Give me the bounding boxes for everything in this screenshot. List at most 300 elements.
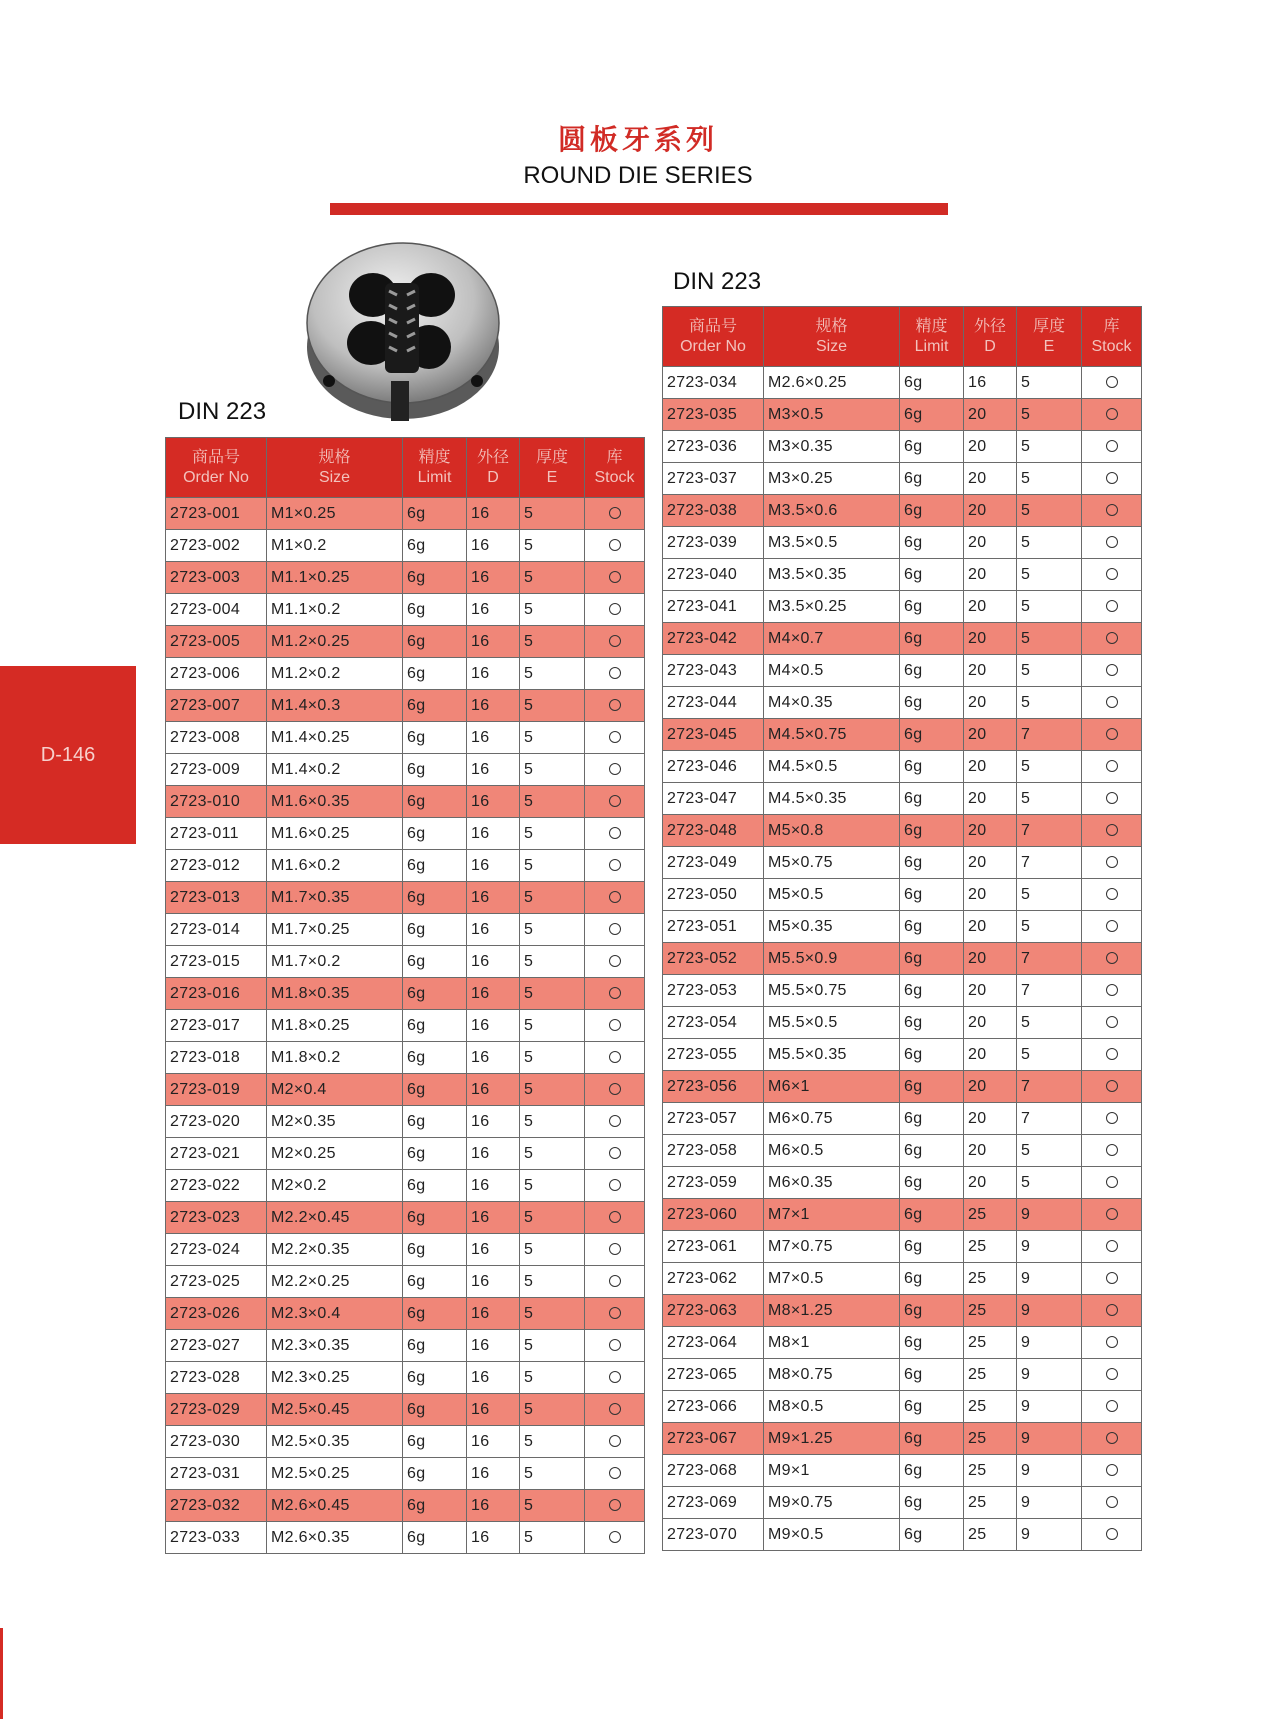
cell-limit: 6g xyxy=(900,1039,964,1071)
cell-outer-diameter: 16 xyxy=(467,1074,520,1106)
stock-circle-icon xyxy=(1106,664,1118,676)
cell-thickness: 5 xyxy=(1017,367,1082,399)
cell-thickness: 5 xyxy=(520,1458,585,1490)
cell-order-no: 2723-063 xyxy=(663,1295,764,1327)
cell-size: M2.3×0.35 xyxy=(267,1330,403,1362)
page-title-english: ROUND DIE SERIES xyxy=(523,162,753,189)
cell-limit: 6g xyxy=(900,975,964,1007)
cell-thickness: 5 xyxy=(520,722,585,754)
table-row xyxy=(663,943,1142,975)
stock-circle-icon xyxy=(1106,888,1118,900)
table-row xyxy=(166,1202,645,1234)
cell-thickness: 7 xyxy=(1017,1071,1082,1103)
stock-circle-icon xyxy=(1106,1528,1118,1540)
stock-circle-icon xyxy=(609,1435,621,1447)
cell-order-no: 2723-028 xyxy=(166,1362,267,1394)
cell-size: M6×0.5 xyxy=(764,1135,900,1167)
cell-size: M4×0.7 xyxy=(764,623,900,655)
cell-limit: 6g xyxy=(900,911,964,943)
cell-order-no: 2723-016 xyxy=(166,978,267,1010)
cell-order-no: 2723-062 xyxy=(663,1263,764,1295)
cell-limit: 6g xyxy=(403,818,467,850)
cell-thickness: 5 xyxy=(520,1170,585,1202)
cell-size: M6×0.35 xyxy=(764,1167,900,1199)
cell-order-no: 2723-065 xyxy=(663,1359,764,1391)
cell-limit: 6g xyxy=(900,623,964,655)
left-spec-table xyxy=(165,437,645,1554)
table-row xyxy=(663,1103,1142,1135)
cell-outer-diameter: 20 xyxy=(964,943,1017,975)
cell-stock xyxy=(585,690,645,722)
column-header-outer-diameter xyxy=(964,307,1017,367)
cell-stock xyxy=(585,1394,645,1426)
cell-thickness: 5 xyxy=(1017,1167,1082,1199)
stock-circle-icon xyxy=(609,1339,621,1351)
stock-circle-icon xyxy=(1106,1176,1118,1188)
cell-thickness: 9 xyxy=(1017,1327,1082,1359)
right-table-header xyxy=(663,307,1142,367)
column-header-stock xyxy=(585,438,645,498)
stock-circle-icon xyxy=(609,1307,621,1319)
cell-size: M4×0.5 xyxy=(764,655,900,687)
cell-outer-diameter: 16 xyxy=(467,754,520,786)
cell-thickness: 5 xyxy=(520,562,585,594)
cell-thickness: 5 xyxy=(1017,655,1082,687)
cell-limit: 6g xyxy=(403,722,467,754)
cell-order-no: 2723-041 xyxy=(663,591,764,623)
cell-size: M8×0.75 xyxy=(764,1359,900,1391)
cell-size: M2.5×0.45 xyxy=(267,1394,403,1426)
cell-order-no: 2723-036 xyxy=(663,431,764,463)
cell-stock xyxy=(585,1330,645,1362)
cell-thickness: 5 xyxy=(1017,399,1082,431)
cell-stock xyxy=(1082,431,1142,463)
cell-outer-diameter: 16 xyxy=(467,1522,520,1554)
table-row xyxy=(166,1042,645,1074)
cell-limit: 6g xyxy=(900,1103,964,1135)
cell-outer-diameter: 16 xyxy=(467,914,520,946)
stock-circle-icon xyxy=(1106,1400,1118,1412)
cell-order-no: 2723-011 xyxy=(166,818,267,850)
cell-order-no: 2723-017 xyxy=(166,1010,267,1042)
cell-stock xyxy=(1082,1231,1142,1263)
cell-order-no: 2723-015 xyxy=(166,946,267,978)
cell-order-no: 2723-044 xyxy=(663,687,764,719)
cell-stock xyxy=(585,1522,645,1554)
cell-stock xyxy=(1082,1167,1142,1199)
table-row xyxy=(663,911,1142,943)
table-row xyxy=(663,1231,1142,1263)
header-label-cn: 厚度 xyxy=(1032,317,1065,335)
cell-size: M2.5×0.35 xyxy=(267,1426,403,1458)
cell-thickness: 5 xyxy=(1017,623,1082,655)
cell-thickness: 5 xyxy=(1017,1007,1082,1039)
cell-stock xyxy=(585,1074,645,1106)
cell-order-no: 2723-005 xyxy=(166,626,267,658)
cell-stock xyxy=(1082,367,1142,399)
header-label-en: D xyxy=(487,468,499,486)
table-row xyxy=(166,722,645,754)
cell-order-no: 2723-051 xyxy=(663,911,764,943)
cell-size: M1.7×0.35 xyxy=(267,882,403,914)
cell-stock xyxy=(1082,1327,1142,1359)
table-row xyxy=(166,818,645,850)
cell-outer-diameter: 16 xyxy=(467,1426,520,1458)
cell-order-no: 2723-008 xyxy=(166,722,267,754)
cell-limit: 6g xyxy=(403,1202,467,1234)
cell-order-no: 2723-056 xyxy=(663,1071,764,1103)
cell-thickness: 5 xyxy=(520,978,585,1010)
cell-size: M1.7×0.2 xyxy=(267,946,403,978)
stock-circle-icon xyxy=(1106,600,1118,612)
page-number-label: D-146 xyxy=(40,743,96,766)
table-row xyxy=(166,1266,645,1298)
cell-outer-diameter: 16 xyxy=(467,1138,520,1170)
cell-thickness: 5 xyxy=(1017,1135,1082,1167)
cell-size: M1.8×0.2 xyxy=(267,1042,403,1074)
header-label-en: Stock xyxy=(1091,337,1132,355)
cell-thickness: 5 xyxy=(1017,591,1082,623)
cell-limit: 6g xyxy=(403,594,467,626)
cell-order-no: 2723-002 xyxy=(166,530,267,562)
cell-size: M4.5×0.5 xyxy=(764,751,900,783)
cell-limit: 6g xyxy=(900,1487,964,1519)
stock-circle-icon xyxy=(1106,984,1118,996)
header-label-en: E xyxy=(546,468,558,486)
cell-limit: 6g xyxy=(403,530,467,562)
cell-order-no: 2723-042 xyxy=(663,623,764,655)
cell-size: M6×0.75 xyxy=(764,1103,900,1135)
cell-outer-diameter: 16 xyxy=(467,786,520,818)
cell-size: M7×0.75 xyxy=(764,1231,900,1263)
cell-stock xyxy=(1082,911,1142,943)
cell-size: M5×0.75 xyxy=(764,847,900,879)
header-label-en: Limit xyxy=(914,337,949,355)
cell-order-no: 2723-047 xyxy=(663,783,764,815)
cell-order-no: 2723-048 xyxy=(663,815,764,847)
cell-stock xyxy=(1082,591,1142,623)
cell-order-no: 2723-018 xyxy=(166,1042,267,1074)
stock-circle-icon xyxy=(1106,1016,1118,1028)
cell-limit: 6g xyxy=(403,1522,467,1554)
cell-size: M2.5×0.25 xyxy=(267,1458,403,1490)
table-row xyxy=(663,623,1142,655)
cell-outer-diameter: 20 xyxy=(964,751,1017,783)
cell-order-no: 2723-035 xyxy=(663,399,764,431)
cell-size: M5.5×0.5 xyxy=(764,1007,900,1039)
table-row xyxy=(663,1039,1142,1071)
cell-stock xyxy=(585,882,645,914)
cell-order-no: 2723-068 xyxy=(663,1455,764,1487)
cell-limit: 6g xyxy=(900,1135,964,1167)
cell-limit: 6g xyxy=(403,626,467,658)
cell-outer-diameter: 16 xyxy=(467,1298,520,1330)
cell-stock xyxy=(585,1458,645,1490)
cell-size: M3×0.5 xyxy=(764,399,900,431)
table-row xyxy=(166,882,645,914)
cell-thickness: 5 xyxy=(520,498,585,530)
table-row xyxy=(663,1295,1142,1327)
cell-stock xyxy=(1082,655,1142,687)
cell-thickness: 5 xyxy=(520,914,585,946)
header-label-en: Limit xyxy=(417,468,452,486)
column-header-order-no xyxy=(166,438,267,498)
cell-outer-diameter: 16 xyxy=(467,978,520,1010)
cell-outer-diameter: 20 xyxy=(964,719,1017,751)
stock-circle-icon xyxy=(1106,952,1118,964)
right-spec-table xyxy=(662,306,1142,1551)
cell-thickness: 5 xyxy=(1017,495,1082,527)
table-row xyxy=(663,559,1142,591)
cell-stock xyxy=(585,754,645,786)
cell-outer-diameter: 16 xyxy=(467,1490,520,1522)
cell-stock xyxy=(1082,719,1142,751)
cell-limit: 6g xyxy=(403,1362,467,1394)
cell-limit: 6g xyxy=(900,847,964,879)
cell-stock xyxy=(1082,847,1142,879)
cell-size: M2.6×0.35 xyxy=(267,1522,403,1554)
left-table-header xyxy=(166,438,645,498)
cell-limit: 6g xyxy=(900,1071,964,1103)
cell-limit: 6g xyxy=(900,687,964,719)
cell-size: M5×0.5 xyxy=(764,879,900,911)
stock-circle-icon xyxy=(609,955,621,967)
table-row xyxy=(663,975,1142,1007)
cell-size: M4.5×0.75 xyxy=(764,719,900,751)
cell-order-no: 2723-019 xyxy=(166,1074,267,1106)
cell-outer-diameter: 25 xyxy=(964,1231,1017,1263)
table-row xyxy=(663,1423,1142,1455)
table-row xyxy=(166,754,645,786)
cell-stock xyxy=(1082,751,1142,783)
table-row xyxy=(166,530,645,562)
cell-limit: 6g xyxy=(403,882,467,914)
cell-outer-diameter: 20 xyxy=(964,879,1017,911)
cell-limit: 6g xyxy=(403,786,467,818)
cell-size: M5×0.8 xyxy=(764,815,900,847)
table-row xyxy=(663,495,1142,527)
cell-order-no: 2723-006 xyxy=(166,658,267,690)
cell-stock xyxy=(585,786,645,818)
table-row xyxy=(166,1394,645,1426)
stock-circle-icon xyxy=(1106,568,1118,580)
left-table-label: DIN 223 xyxy=(178,398,267,425)
cell-outer-diameter: 16 xyxy=(467,626,520,658)
cell-thickness: 5 xyxy=(520,626,585,658)
cell-stock xyxy=(1082,1455,1142,1487)
header-label-cn: 商品号 xyxy=(191,448,240,466)
cell-thickness: 9 xyxy=(1017,1359,1082,1391)
cell-stock xyxy=(1082,1487,1142,1519)
cell-stock xyxy=(585,594,645,626)
stock-circle-icon xyxy=(609,1019,621,1031)
cell-size: M1×0.25 xyxy=(267,498,403,530)
stock-circle-icon xyxy=(609,539,621,551)
stock-circle-icon xyxy=(1106,696,1118,708)
table-row xyxy=(166,850,645,882)
column-header-order-no xyxy=(663,307,764,367)
cell-stock xyxy=(585,498,645,530)
cell-stock xyxy=(1082,1071,1142,1103)
header-label-cn: 精度 xyxy=(915,317,948,335)
column-header-size xyxy=(764,307,900,367)
cell-order-no: 2723-034 xyxy=(663,367,764,399)
cell-size: M9×0.5 xyxy=(764,1519,900,1551)
cell-outer-diameter: 16 xyxy=(467,1234,520,1266)
stock-circle-icon xyxy=(609,1147,621,1159)
cell-order-no: 2723-013 xyxy=(166,882,267,914)
cell-size: M2.3×0.25 xyxy=(267,1362,403,1394)
cell-limit: 6g xyxy=(403,1394,467,1426)
cell-order-no: 2723-021 xyxy=(166,1138,267,1170)
cell-limit: 6g xyxy=(900,463,964,495)
cell-thickness: 9 xyxy=(1017,1487,1082,1519)
stock-circle-icon xyxy=(1106,1368,1118,1380)
cell-limit: 6g xyxy=(403,658,467,690)
cell-outer-diameter: 16 xyxy=(964,367,1017,399)
cell-limit: 6g xyxy=(403,1106,467,1138)
cell-stock xyxy=(1082,1135,1142,1167)
cell-outer-diameter: 16 xyxy=(467,1330,520,1362)
cell-thickness: 5 xyxy=(520,658,585,690)
cell-outer-diameter: 20 xyxy=(964,623,1017,655)
cell-limit: 6g xyxy=(900,719,964,751)
cell-outer-diameter: 25 xyxy=(964,1295,1017,1327)
cell-outer-diameter: 25 xyxy=(964,1359,1017,1391)
cell-size: M5.5×0.35 xyxy=(764,1039,900,1071)
header-label-cn: 外径 xyxy=(973,317,1006,335)
cell-stock xyxy=(1082,559,1142,591)
cell-size: M1.1×0.2 xyxy=(267,594,403,626)
cell-thickness: 5 xyxy=(1017,527,1082,559)
cell-order-no: 2723-052 xyxy=(663,943,764,975)
cell-order-no: 2723-020 xyxy=(166,1106,267,1138)
stock-circle-icon xyxy=(609,1467,621,1479)
cell-stock xyxy=(585,1106,645,1138)
cell-thickness: 5 xyxy=(520,754,585,786)
table-row xyxy=(166,1330,645,1362)
stock-circle-icon xyxy=(609,1499,621,1511)
cell-outer-diameter: 16 xyxy=(467,818,520,850)
cell-size: M9×1.25 xyxy=(764,1423,900,1455)
cell-order-no: 2723-070 xyxy=(663,1519,764,1551)
stock-circle-icon xyxy=(609,923,621,935)
cell-order-no: 2723-009 xyxy=(166,754,267,786)
stock-circle-icon xyxy=(609,1531,621,1543)
stock-circle-icon xyxy=(1106,1080,1118,1092)
stock-circle-icon xyxy=(609,603,621,615)
stock-circle-icon xyxy=(609,1179,621,1191)
cell-outer-diameter: 20 xyxy=(964,975,1017,1007)
header-label-cn: 规格 xyxy=(815,317,848,335)
cell-stock xyxy=(1082,943,1142,975)
table-row xyxy=(166,562,645,594)
cell-outer-diameter: 25 xyxy=(964,1199,1017,1231)
stock-circle-icon xyxy=(1106,760,1118,772)
header-label-cn: 商品号 xyxy=(688,317,737,335)
cell-outer-diameter: 16 xyxy=(467,850,520,882)
cell-thickness: 5 xyxy=(520,1138,585,1170)
stock-circle-icon xyxy=(609,891,621,903)
cell-order-no: 2723-057 xyxy=(663,1103,764,1135)
table-row xyxy=(663,1167,1142,1199)
cell-order-no: 2723-027 xyxy=(166,1330,267,1362)
cell-outer-diameter: 16 xyxy=(467,1458,520,1490)
cell-size: M2.2×0.35 xyxy=(267,1234,403,1266)
cell-order-no: 2723-069 xyxy=(663,1487,764,1519)
table-row xyxy=(663,1007,1142,1039)
page-title-chinese: 圆板牙系列 xyxy=(557,123,718,156)
cell-limit: 6g xyxy=(900,943,964,975)
cell-size: M1.8×0.35 xyxy=(267,978,403,1010)
cell-thickness: 7 xyxy=(1017,975,1082,1007)
cell-limit: 6g xyxy=(403,1138,467,1170)
header-label-cn: 库 xyxy=(1103,317,1120,335)
cell-size: M1.8×0.25 xyxy=(267,1010,403,1042)
cell-stock xyxy=(1082,495,1142,527)
cell-outer-diameter: 20 xyxy=(964,655,1017,687)
cell-order-no: 2723-023 xyxy=(166,1202,267,1234)
cell-outer-diameter: 16 xyxy=(467,562,520,594)
cell-thickness: 5 xyxy=(520,946,585,978)
cell-order-no: 2723-003 xyxy=(166,562,267,594)
stock-circle-icon xyxy=(609,1403,621,1415)
stock-circle-icon xyxy=(609,571,621,583)
round-die-image xyxy=(303,235,503,425)
cell-size: M3.5×0.25 xyxy=(764,591,900,623)
cell-order-no: 2723-059 xyxy=(663,1167,764,1199)
cell-outer-diameter: 16 xyxy=(467,946,520,978)
cell-order-no: 2723-031 xyxy=(166,1458,267,1490)
cell-size: M9×1 xyxy=(764,1455,900,1487)
cell-order-no: 2723-014 xyxy=(166,914,267,946)
cell-limit: 6g xyxy=(900,655,964,687)
table-row xyxy=(663,655,1142,687)
cell-thickness: 5 xyxy=(520,1010,585,1042)
cell-stock xyxy=(1082,1007,1142,1039)
table-row xyxy=(166,914,645,946)
stock-circle-icon xyxy=(1106,440,1118,452)
cell-thickness: 5 xyxy=(520,1074,585,1106)
cell-size: M3×0.35 xyxy=(764,431,900,463)
cell-order-no: 2723-030 xyxy=(166,1426,267,1458)
cell-size: M4×0.35 xyxy=(764,687,900,719)
cell-size: M2×0.25 xyxy=(267,1138,403,1170)
cell-stock xyxy=(585,1010,645,1042)
cell-thickness: 5 xyxy=(1017,463,1082,495)
cell-outer-diameter: 20 xyxy=(964,495,1017,527)
stock-circle-icon xyxy=(609,859,621,871)
stock-circle-icon xyxy=(609,1371,621,1383)
cell-outer-diameter: 16 xyxy=(467,658,520,690)
header-label-en: Stock xyxy=(594,468,635,486)
cell-size: M1×0.2 xyxy=(267,530,403,562)
cell-outer-diameter: 16 xyxy=(467,1362,520,1394)
cell-order-no: 2723-054 xyxy=(663,1007,764,1039)
cell-limit: 6g xyxy=(403,914,467,946)
cell-limit: 6g xyxy=(403,1298,467,1330)
header-label-en: Size xyxy=(815,337,848,355)
cell-stock xyxy=(585,658,645,690)
stock-circle-icon xyxy=(609,827,621,839)
cell-limit: 6g xyxy=(900,1007,964,1039)
cell-limit: 6g xyxy=(900,1295,964,1327)
cell-limit: 6g xyxy=(403,850,467,882)
column-header-thickness xyxy=(520,438,585,498)
stock-circle-icon xyxy=(609,667,621,679)
cell-size: M1.2×0.2 xyxy=(267,658,403,690)
cell-thickness: 5 xyxy=(520,1426,585,1458)
